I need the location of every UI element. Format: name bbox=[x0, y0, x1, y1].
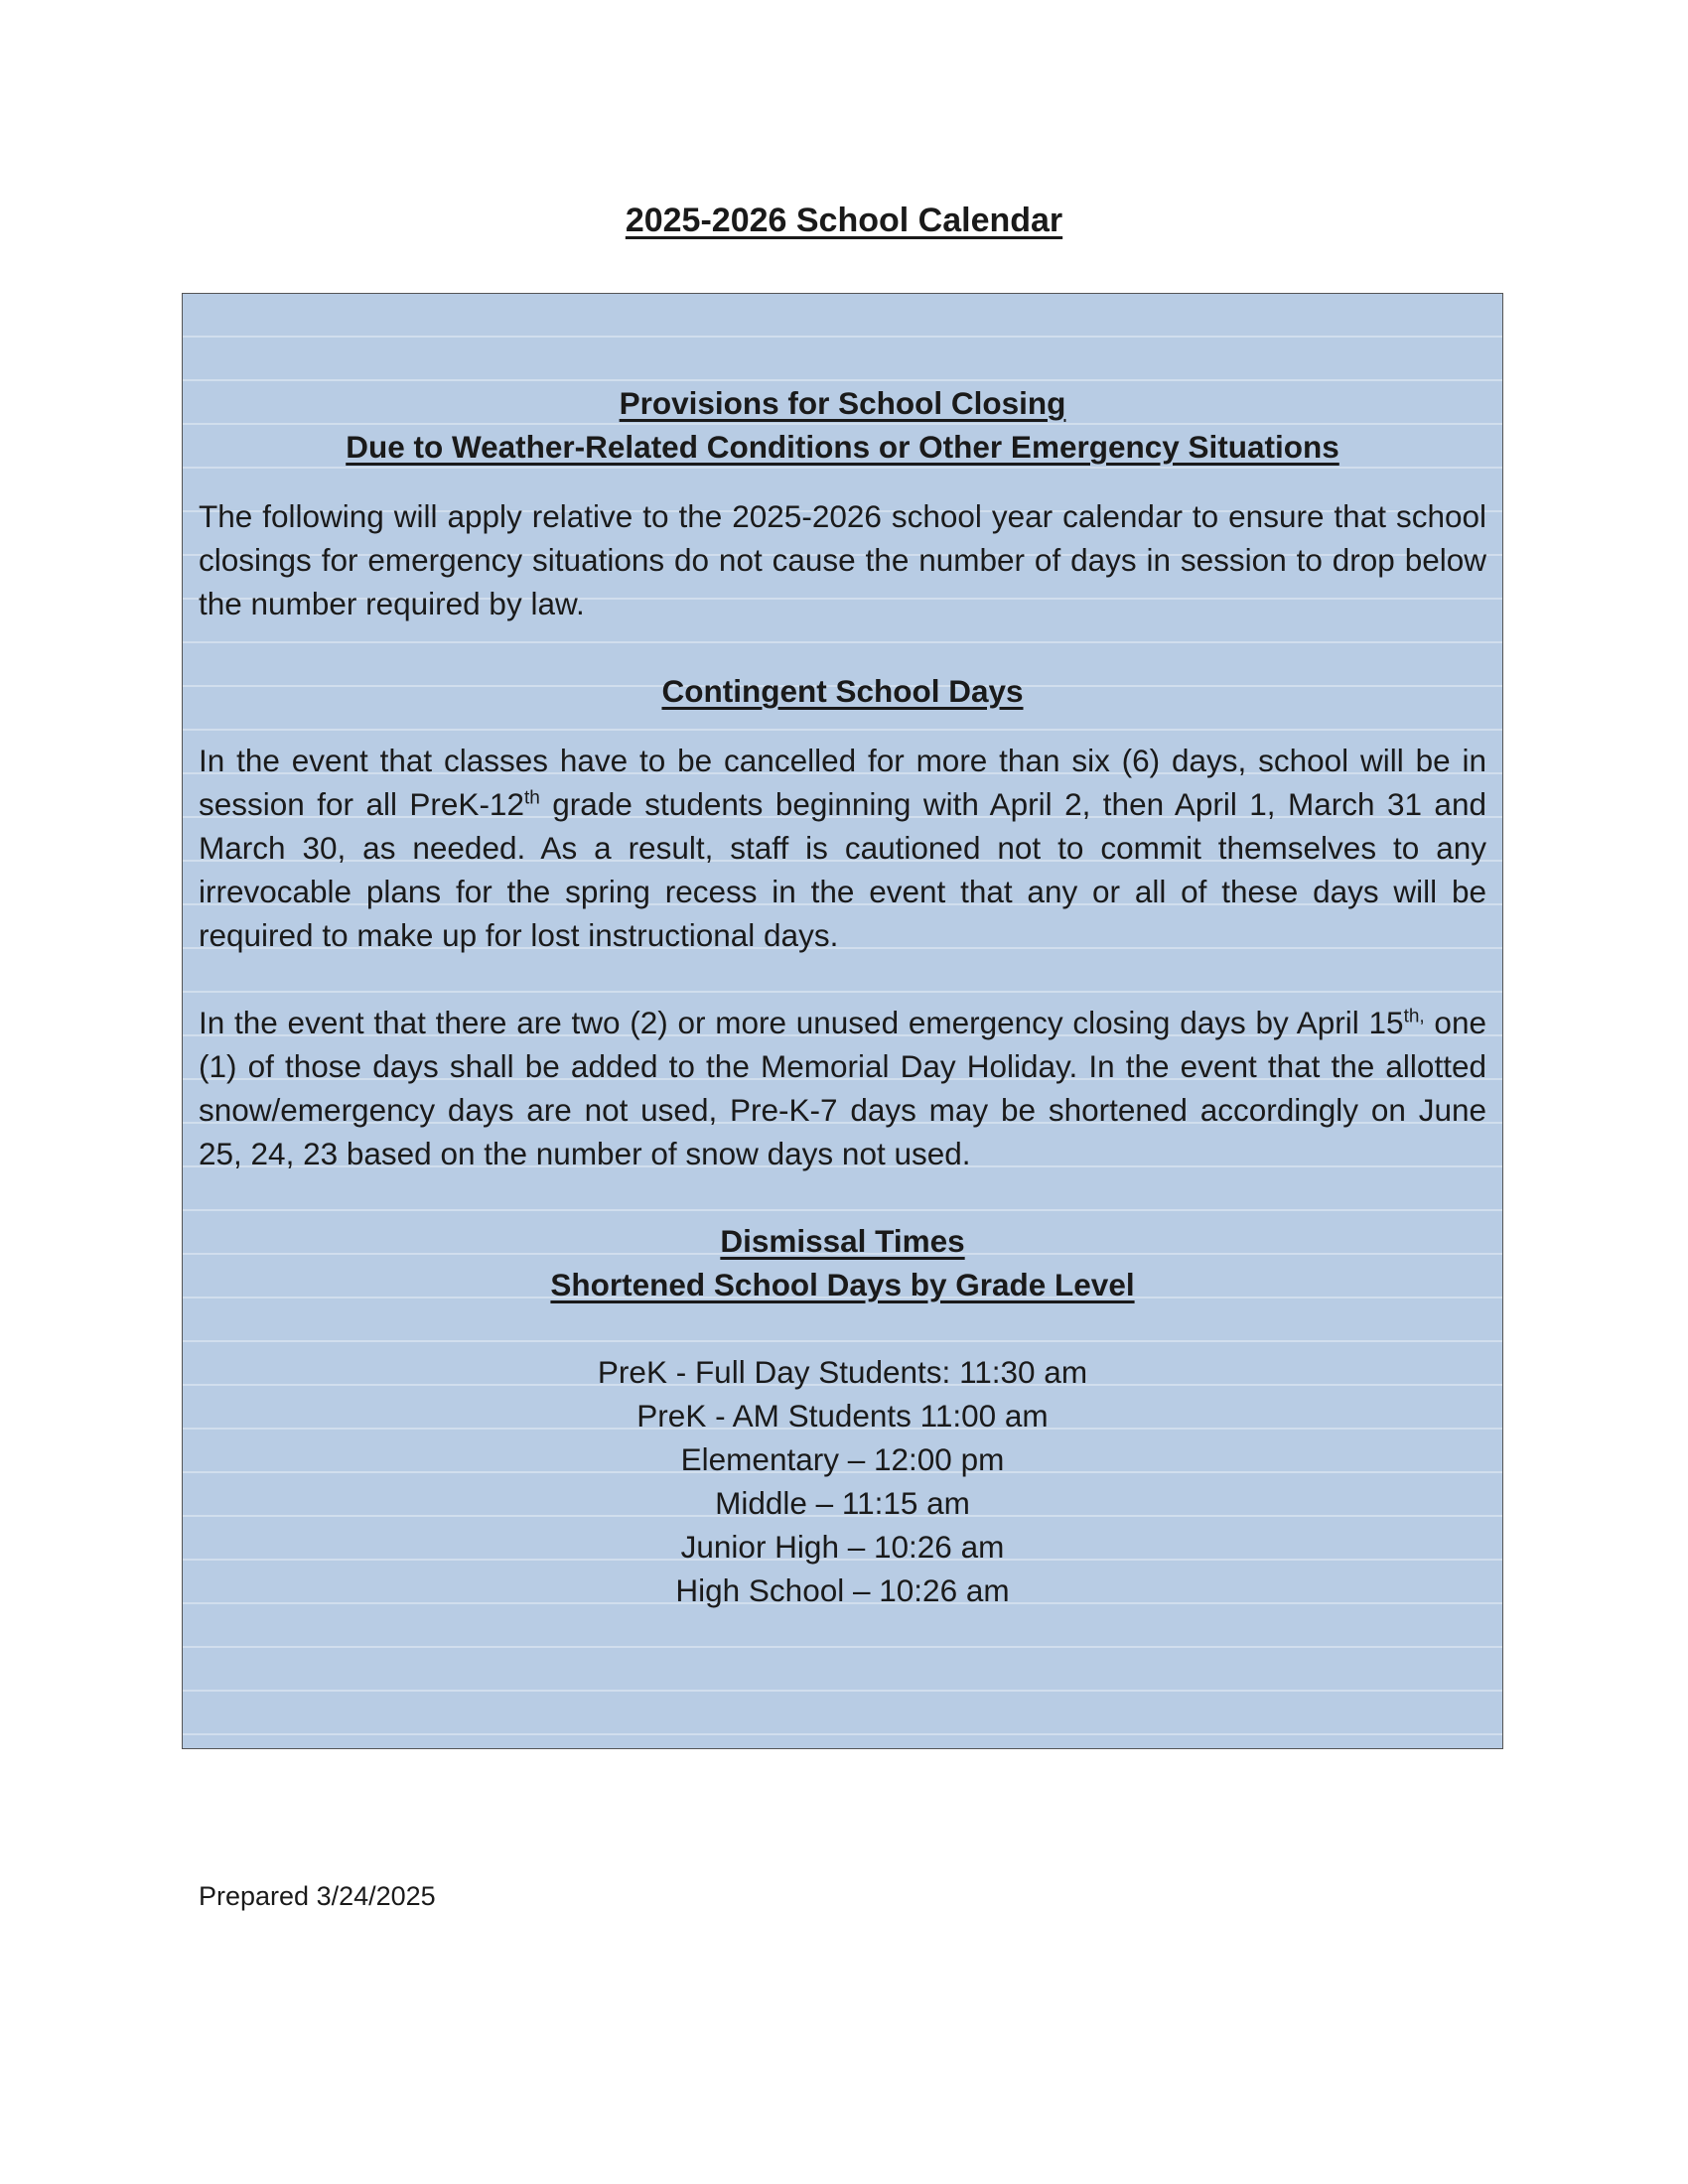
prepared-date: Prepared 3/24/2025 bbox=[199, 1881, 436, 1911]
contingent-days-paragraph-1 bbox=[199, 739, 1486, 957]
dismissal-times-list bbox=[199, 1350, 1486, 1612]
ordinal-suffix: th, bbox=[1403, 1006, 1425, 1027]
dismissal-heading-line2: Shortened School Days by Grade Level bbox=[550, 1267, 1135, 1302]
provisions-intro-paragraph: The following will apply relative to the 2025-2026 school year calendar to ensure that school closings for emergency situations do not cause the number of days in session to drop below the number required by law. bbox=[199, 498, 1486, 621]
contingent-p2-text-b: one (1) of those days shall be added to the Memorial Day Holiday. In the event that the allotted snow/emergency days are not used, Pre-K-7 days may be shortened accordingly on June 25, 24, 23 based on the number of snow days not used. bbox=[199, 1005, 1486, 1171]
document-title: 2025-2026 School Calendar bbox=[625, 202, 1063, 239]
dismissal-time-item: PreK - Full Day Students: 11:30 am bbox=[597, 1354, 1088, 1390]
dismissal-time-item: Elementary – 12:00 pm bbox=[680, 1441, 1005, 1477]
contingent-p1-text-a: In the event that classes have to be cancelled for more than six (6) days, school will be in session for all PreK-12 bbox=[199, 743, 1486, 822]
dismissal-time-item: High School – 10:26 am bbox=[675, 1572, 1010, 1608]
ordinal-suffix: th bbox=[523, 787, 540, 809]
contingent-p2-text-a: In the event that there are two (2) or more unused emergency closing days by April 15 bbox=[199, 1005, 1404, 1040]
dismissal-time-item: Junior High – 10:26 am bbox=[680, 1529, 1005, 1565]
contingent-days-heading: Contingent School Days bbox=[661, 673, 1024, 709]
contingent-days-paragraph-2 bbox=[199, 1001, 1486, 1175]
provisions-box-content bbox=[199, 294, 1486, 1612]
provisions-box bbox=[182, 293, 1503, 1749]
provisions-heading-line1: Provisions for School Closing bbox=[619, 385, 1066, 421]
dismissal-heading-line1: Dismissal Times bbox=[720, 1223, 965, 1259]
dismissal-time-item: Middle – 11:15 am bbox=[715, 1485, 970, 1521]
contingent-p1-text-b: grade students beginning with April 2, then April 1, March 31 and March 30, as needed. As a result, staff is cautioned not to commit themselves to any irrevocable plans for the spring recess in the event that any or all of these days will be required to make up for lost instructional days. bbox=[199, 786, 1486, 953]
provisions-heading-line2: Due to Weather-Related Conditions or Other Emergency Situations bbox=[346, 429, 1339, 465]
dismissal-time-item: PreK - AM Students 11:00 am bbox=[636, 1398, 1049, 1433]
